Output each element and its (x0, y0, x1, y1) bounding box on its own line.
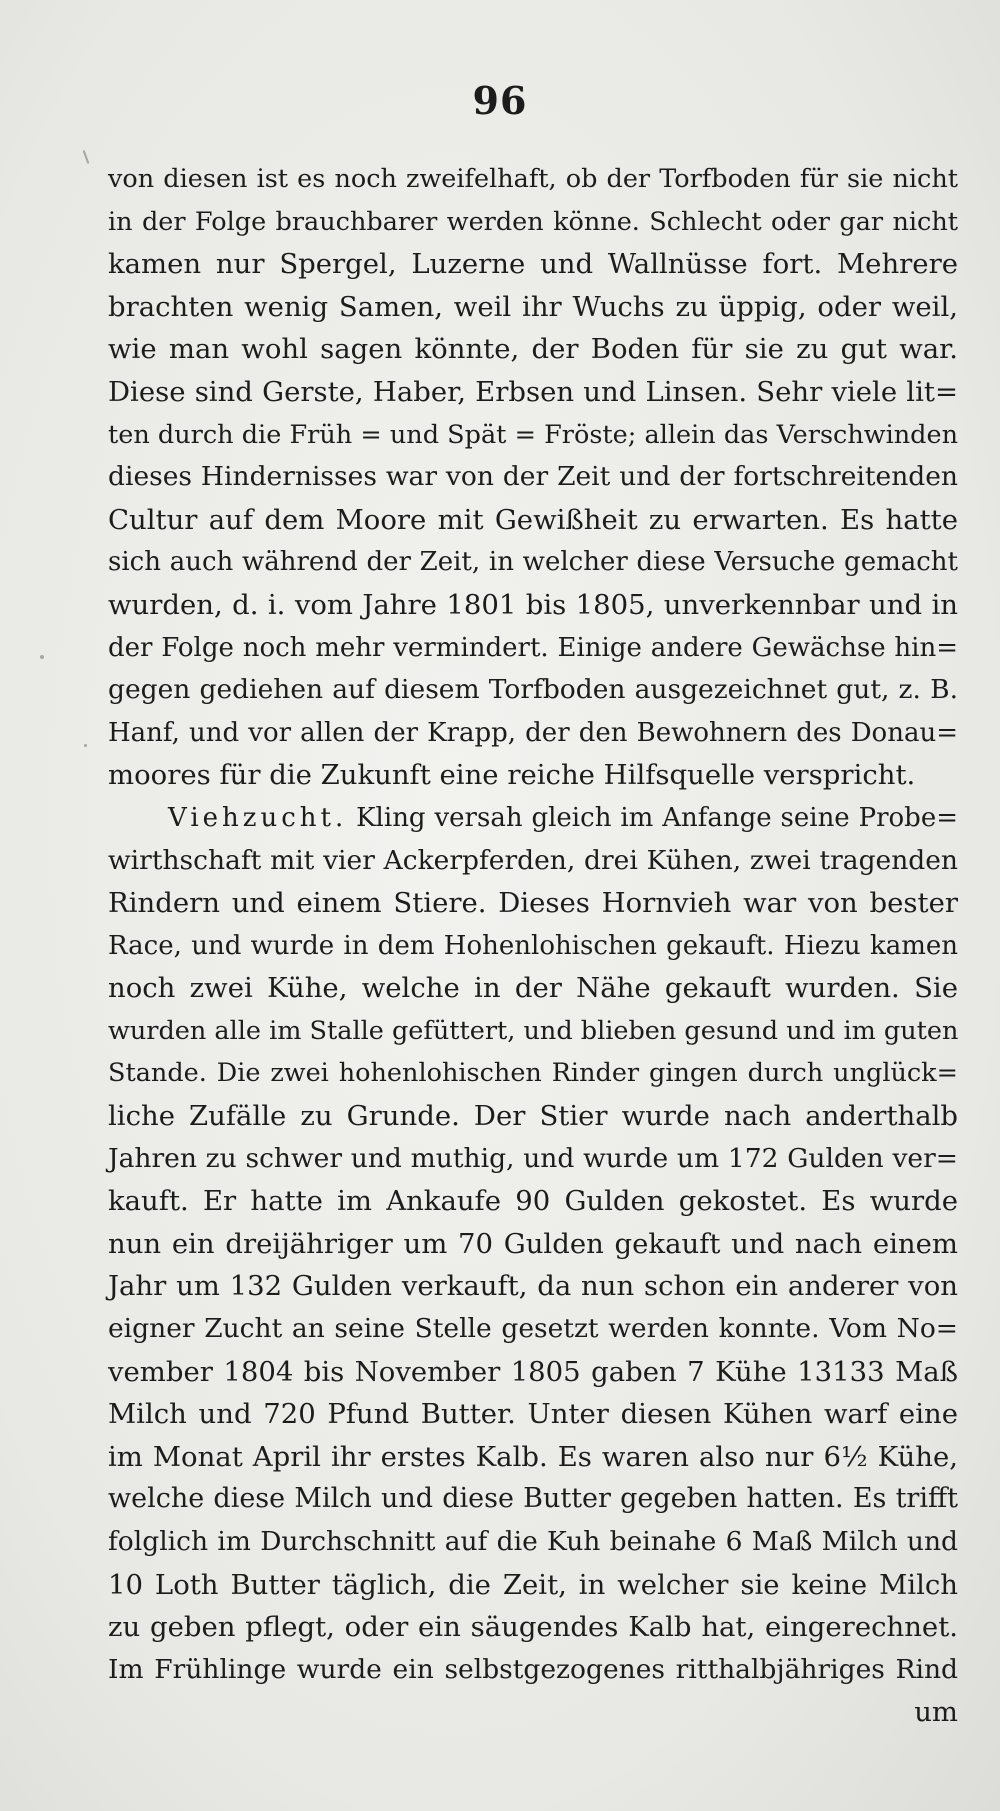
text-fragment: Kling versah gleich im Anfange seine Probe= (347, 802, 958, 833)
text-line: Stande. Die zwei hohenlohischen Rinder gingen durch unglück= (108, 1058, 958, 1089)
text-line: Cultur auf dem Moore mit Gewißheit zu erwarten. Es hatte (108, 503, 958, 536)
text-line: dieses Hindernisses war von der Zeit und der fortschreitenden (108, 461, 958, 493)
text-line: vember 1804 bis November 1805 gaben 7 Kühe 13133 Maß (108, 1355, 958, 1388)
text-line: Hanf, und vor allen der Krapp, der den Bewohnern des Donau= (108, 717, 958, 748)
text-line: ten durch die Früh = und Spät = Fröste; allein das Verschwinden (108, 419, 958, 450)
text-line: kauft. Er hatte im Ankaufe 90 Gulden gekostet. Es wurde (108, 1185, 958, 1218)
text-line: brachten wenig Samen, weil ihr Wuchs zu üppig, oder weil, (108, 290, 958, 323)
paragraph-1 (108, 158, 958, 797)
text-line: wie man wohl sagen könnte, der Boden für sie zu gut war. (108, 333, 958, 366)
text-line: Jahr um 132 Gulden verkauft, da nun schon ein anderer von (108, 1270, 958, 1303)
body-text (108, 158, 958, 1734)
paper-speck (84, 744, 87, 747)
text-line: Jahren zu schwer und muthig, und wurde um 172 Gulden ver= (108, 1142, 958, 1174)
text-line: kamen nur Spergel, Luzerne und Wallnüsse fort. Mehrere (108, 248, 958, 281)
text-line: der Folge noch mehr vermindert. Einige andere Gewächse hin= (108, 632, 958, 663)
text-line: wurden, d. i. vom Jahre 1801 bis 1805, unverkennbar und in (108, 588, 958, 621)
page-number: 96 (472, 78, 528, 123)
text-line: gegen gediehen auf diesem Torfboden ausgezeichnet gut, z. B. (108, 674, 958, 706)
text-line: sich auch während der Zeit, in welcher diese Versuche gemacht (108, 547, 958, 578)
text-line: von diesen ist es noch zweifelhaft, ob der Torfboden für sie nicht (108, 164, 958, 194)
text-line: eigner Zucht an seine Stelle gesetzt werden konnte. Vom No= (108, 1313, 958, 1345)
paper-speck (40, 655, 44, 659)
text-line: Race, und wurde in dem Hohenlohischen gekauft. Hiezu kamen (108, 930, 958, 961)
text-line: folglich im Durchschnitt auf die Kuh beinahe 6 Maß Milch und (108, 1526, 958, 1557)
paragraph-2 (108, 797, 958, 1734)
text-line: Rindern und einem Stiere. Dieses Hornvieh war von bester (108, 887, 958, 920)
text-line: Milch und 720 Pfund Butter. Unter diesen Kühen warf eine (108, 1398, 958, 1431)
text-line (108, 797, 958, 840)
section-heading: Viehzucht. (168, 802, 348, 833)
paper-speck (83, 150, 90, 164)
text-line: im Monat April ihr erstes Kalb. Es waren also nur 6½ Kühe, (108, 1440, 958, 1473)
text-line: in der Folge brauchbarer werden könne. Schlecht oder gar nicht (108, 206, 958, 237)
text-line: zu geben pflegt, oder ein säugendes Kalb hat, eingerechnet. (108, 1611, 958, 1644)
catchword: um (914, 1696, 958, 1729)
text-line: Diese sind Gerste, Haber, Erbsen und Linsen. Sehr viele lit= (108, 375, 958, 408)
text-line: wirthschaft mit vier Ackerpferden, drei Kühen, zwei tragenden (108, 844, 958, 876)
text-line: moores für die Zukunft eine reiche Hilfsquelle verspricht. (108, 759, 916, 792)
text-line: wurden alle im Stalle gefüttert, und blieben gesund und im guten (108, 1015, 959, 1046)
text-line: Im Frühlinge wurde ein selbstgezogenes ritthalbjähriges Rind (108, 1653, 958, 1685)
text-line: nun ein dreijähriger um 70 Gulden gekauft und nach einem (108, 1227, 958, 1260)
text-line: welche diese Milch und diese Butter gegeben hatten. Es trifft (108, 1483, 958, 1515)
text-line: liche Zufälle zu Grunde. Der Stier wurde nach anderthalb (108, 1100, 958, 1133)
text-line: noch zwei Kühe, welche in der Nähe gekauft wurden. Sie (108, 972, 958, 1005)
text-line: 10 Loth Butter täglich, die Zeit, in welcher sie keine Milch (108, 1568, 958, 1601)
